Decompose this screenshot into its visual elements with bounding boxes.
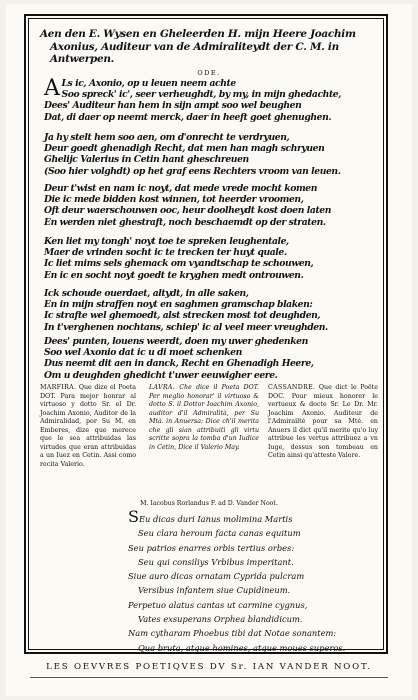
ode-title: ODE.: [197, 69, 221, 77]
poem-lead: LAVRA.: [149, 384, 176, 391]
poem-french: [268, 384, 378, 461]
verse-line: Soo wel Axonio dat ic u di moet schenken: [44, 347, 242, 359]
verse-line: Oft deur waerschouwen ooc, heur doolheydt kost doen laten: [44, 205, 332, 217]
latin-line: Qua bruta, atque homines, atque moues superos.: [138, 642, 346, 653]
verse-line: Deur t'wist en nam ic noyt, dat mede vrede mocht komen: [44, 183, 318, 194]
verse-line: In t'verghenen nochtans, schiep' ic al veel meer vreughden.: [44, 321, 328, 333]
verse-line: Ick schoude ouerdaet, altydt, in alle saken,: [44, 288, 249, 299]
verse-line: Ja hy stelt hem soo aen, om d'onrecht te verdryuen,: [44, 132, 290, 143]
poem-lead: CASSANDRE.: [268, 384, 316, 391]
latin-line: Siue auro dicas ornatam Cyprida pulcram: [128, 571, 305, 582]
verse-line: Om u deughden ghedicht t'uwer eeuwigher eere.: [44, 369, 278, 381]
verse-line: Ken liet my tongh' noyt toe te spreken leughentale,: [44, 236, 289, 247]
verse-line: En in mijn straffen noyt en saghmen gramschap blaken:: [44, 299, 313, 311]
drop-cap: S: [128, 507, 139, 526]
poem-text: Que dize el Poeta DOT. Para mejor honrar al virtuoso y dotto Sr. el Dr. Joachim Axonio, Auditor de la Admiralidad, por Su M. en Emberes, dize que merece que le sea attribuidas las virtudes que eran attribuidas a un Iuez en Cetin. Assi como recita Valerio.: [40, 384, 136, 468]
latin-line: Perpetuo alatus cantas ut carmine cygnus,: [128, 599, 308, 610]
latin-line: Seu qui consiliys Vrbibus imperitant.: [138, 556, 294, 567]
stanza-2: [44, 132, 384, 177]
dedication-line-1: Aen den E. Wysen en Gheleerden H. mijn Heere Joachim: [40, 28, 356, 40]
verse-line: Ls ic, Axonio, op u leuen neem achte: [61, 78, 236, 89]
latin-line: Vates exsuperans Orphea blandidicum.: [138, 614, 303, 625]
drop-cap: A: [44, 76, 60, 101]
latin-byline: M. Iacobus Rorlandus F. ad D. Vander Noot.: [140, 500, 278, 507]
stanza-6: [44, 336, 384, 381]
poem-lead: MARFIRA.: [40, 384, 77, 391]
stanza-1: [44, 78, 384, 123]
verse-line: Dees' Auditeur han hem in sijn ampt soo wel beughen: [44, 100, 302, 112]
verse-line: En werden niet ghestraft, noch beschaemdt op der straten.: [44, 216, 326, 228]
dedication-line-2: Axonius, Auditeur van de Admiraliteydt der C. M. in Antwerpen.: [50, 40, 339, 65]
poem-spanish: [40, 384, 136, 469]
latin-line: Nam cytharam Phoebus tibi dat Notae sonantem:: [128, 628, 337, 639]
verse-line: Die ic mede bidden kost winnen, tot heerder vroomen,: [44, 194, 304, 206]
verse-line: Dus neemt dit aen in danck, Recht en Ghenadigh Heere,: [44, 358, 314, 370]
verse-line: Dat, di daer op neemt merck, daer in heeft goet ghenughen.: [44, 111, 332, 123]
verse-line: Dees' punten, louens weerdt, doen my uwer ghedenken: [44, 336, 308, 347]
stanza-5: [44, 288, 384, 333]
poem-text: Che dice il Poeta DOT. Per meglio honorar' il virtuoso & dotto S. il Dottor Ioachim Axonio, auditor d'il Admiralità, per Su Mtà. in Anuersa: Dice ch'il merita che gli sian attribuiti gli virtu scritte sopra la tomba d'un Iudice in Cetin, Dice il Valerio May.: [149, 384, 259, 451]
latin-line: Seu clara heroum facta canas equitum: [138, 528, 301, 539]
verse-line: Maer de vrinden socht ic te trecken ter huyt quale.: [44, 247, 287, 259]
dedication-heading: [40, 28, 376, 66]
latin-line: Versibus infantem siue Cupidineum.: [138, 585, 291, 596]
verse-line: Ic strafte wel ghemoedt, alst strecken most tot deughden,: [44, 310, 321, 322]
latin-line: Seu patrios enarres orbis tertius orbes:: [128, 542, 295, 553]
verse-line: Soo spreck' ic', seer verheughdt, by my, in mijn ghedachte,: [61, 89, 342, 101]
verse-line: (Soo hier volghdt) op het graf eens Rechters vroom van leuen.: [44, 165, 341, 177]
verse-line: En ic en socht noyt goedt te kryghen medt ontrouwen.: [44, 269, 304, 281]
verse-line: Deur goedt ghenadigh Recht, dat men han magh schryuen: [44, 143, 325, 155]
stanza-4: [44, 236, 384, 281]
latin-line: SEu dicas duri Ianus molimina Martis: [128, 507, 293, 526]
latin-poem: [128, 507, 388, 655]
verse-line: Ic liet mims sels ghemack om vyandtschap te schouwen,: [44, 258, 314, 270]
poem-italian: [149, 384, 259, 452]
running-footer: LES OEVVRES POETIQVES DV Sr. IAN VANDER NOOT.: [0, 662, 418, 672]
stanza-3: [44, 183, 384, 228]
verse-line: Ghelijc Valerius in Cetin hant gheschreuen: [44, 154, 249, 166]
poem-text: Que dict le Poëte DOC. Pour mieux honorer le vertueux & docte Sr. Le Dr. Mr. Joachim Axonio. Auditeur de l'Admirailté pour sa Mté. en Anuers il dict qu'il merite qu'o luy attribue les vertus attribuez a vn Iuge, dessus son tombeau en Cetin ainsi qu'atteste Valere.: [268, 384, 378, 459]
